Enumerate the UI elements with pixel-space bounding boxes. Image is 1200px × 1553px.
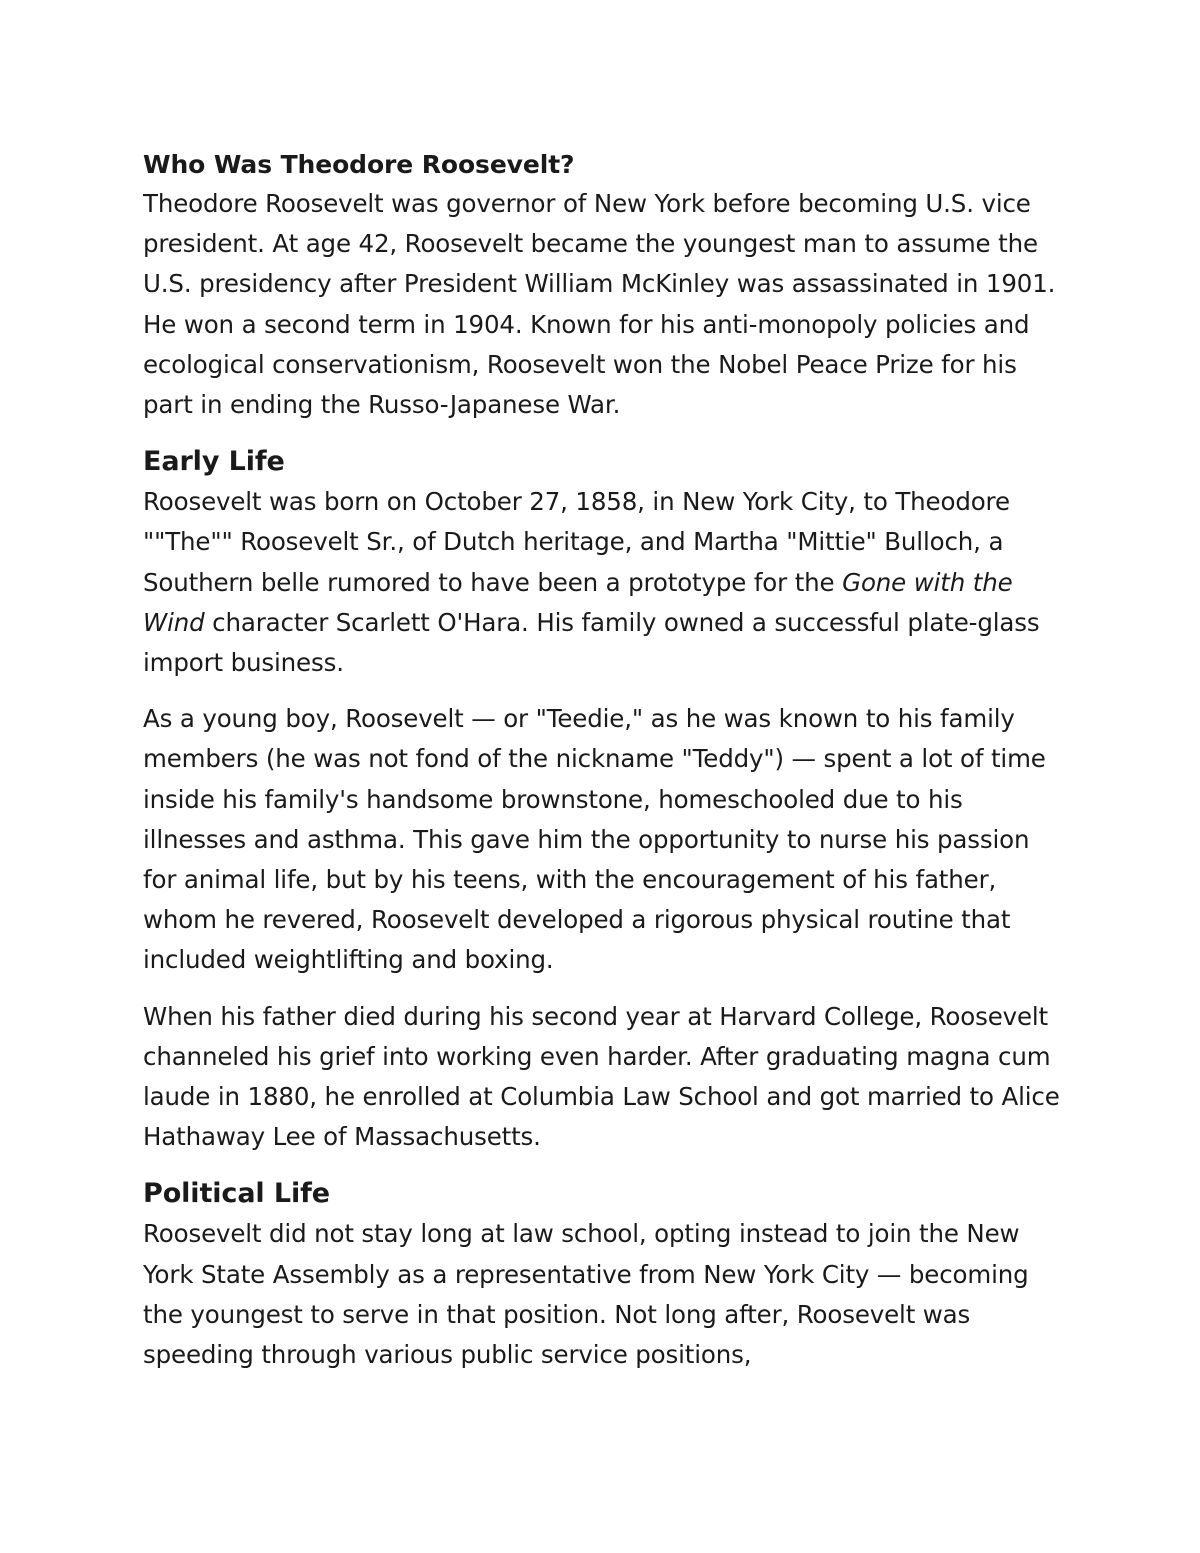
paragraph (143, 482, 1063, 683)
section-heading: Who Was Theodore Roosevelt? (143, 150, 575, 179)
section-political-life (143, 1174, 1063, 1375)
document-page (143, 146, 1063, 1375)
book-title: Gone with the Wind (143, 567, 1013, 637)
text-run: character Scarlett O'Hara. His family owned a successful plate-glass import business. (143, 607, 1040, 678)
section-who-was (143, 146, 1063, 425)
paragraph: Roosevelt did not stay long at law school, opting instead to join the New York State Assembly as a representative from New York City — becoming the youngest to serve in that position. Not long after, Roosevelt was speeding through various public service positions, (143, 1219, 1029, 1370)
paragraph: When his father died during his second year at Harvard College, Roosevelt channeled his grief into working even harder. After graduating magna cum laude in 1880, he enrolled at Columbia Law School and got married to Alice Hathaway Lee of Massachusetts. (143, 1001, 1060, 1152)
paragraph: Theodore Roosevelt was governor of New York before becoming U.S. vice president. At age 42, Roosevelt became the youngest man to assume the U.S. presidency after President William McKinley was assassinated in 1901. He won a second term in 1904. Known for his anti-monopoly policies and ecological conservationism, Roosevelt won the Nobel Peace Prize for his part in ending the Russo-Japanese War. (143, 189, 1056, 420)
section-heading: Political Life (143, 1178, 331, 1210)
paragraph: As a young boy, Roosevelt — or "Teedie," as he was known to his family members (he was not fond of the nickname "Teddy") — spent a lot of time inside his family's handsome brownstone, homeschooled due to his illnesses and asthma. This gave him the opportunity to nurse his passion for animal life, but by his teens, with the encouragement of his father, whom he revered, Roosevelt developed a rigorous physical routine that included weightlifting and boxing. (143, 704, 1046, 975)
section-early-life (143, 442, 1063, 1157)
text-run: Roosevelt was born on October 27, 1858, in New York City, to Theodore ""The"" Roosevelt Sr., of Dutch heritage, and Martha "Mittie" Bulloch, a Southern belle rumored to have been a prototype for the (143, 487, 1010, 597)
section-heading: Early Life (143, 446, 285, 478)
